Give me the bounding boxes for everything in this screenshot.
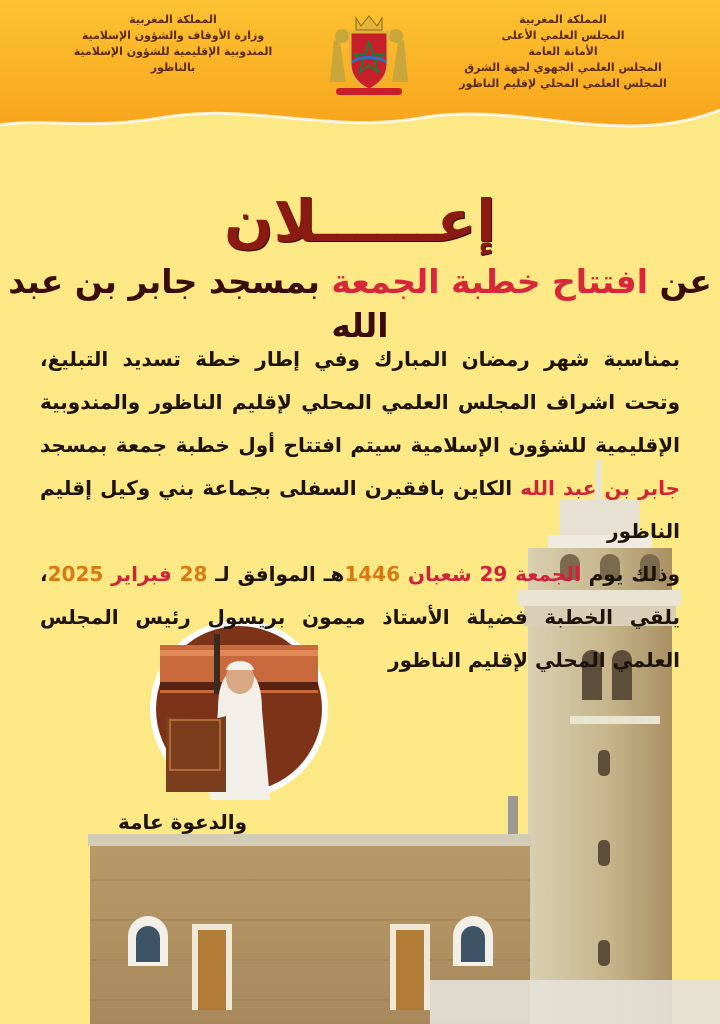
header-left-line: المملكة المغربية (129, 13, 217, 26)
gregorian-month: فبراير (111, 562, 172, 586)
header-left-line: بالناظور (150, 61, 196, 74)
subtitle-part: بمسجد جابر بن عبد الله (8, 262, 389, 345)
friday-date-hijri: الجمعة 29 شعبان (407, 562, 581, 586)
body-text: ، يلقي الخطبة فضيلة الأستاذ ميمون بريسول رئيس المجلس العلمي المحلي لإقليم الناظور (40, 562, 680, 672)
header-right-line: المجلس العلمي الأعلى (501, 29, 625, 42)
header-left-institutions (48, 12, 298, 76)
body-text: هـ الموافق لـ (215, 562, 345, 586)
body-text: بمناسبة شهر رمضان المبارك وفي إطار خطة تسديد التبليغ، وتحت اشراف المجلس العلمي المحلي لإقليم الناظور والمندوبية الإقليمية للشؤون الإسلامية سيتم افتتاح أول خطبة جمعة بمسجد (40, 347, 680, 457)
header-right-line: المملكة المغربية (519, 13, 607, 26)
moroccan-coat-of-arms-icon (326, 12, 412, 98)
subtitle-highlight: افتتاح خطبة الجمعة (331, 262, 649, 301)
header-left-line: وزارة الأوقاف والشؤون الإسلامية (81, 29, 265, 42)
body-text: الكاين بافقيرن السفلى بجماعة بني وكيل إقليم الناظور (40, 476, 680, 543)
hijri-year: 1446 (344, 562, 400, 586)
header-right-institutions (448, 12, 678, 92)
mosque-name: جابر بن عبد الله (520, 476, 681, 500)
signoff: والدعوة عامة (118, 810, 248, 834)
announcement-subtitle (0, 260, 720, 348)
header-right-line: الأمانة العامة (528, 45, 598, 58)
body-text: وذلك يوم (588, 562, 681, 586)
header-band (0, 0, 720, 160)
header-left-line: المندوبية الإقليمية للشؤون الإسلامية (73, 45, 273, 58)
announcement-body (40, 338, 680, 682)
announcement-title: إعــــــلان (224, 187, 496, 255)
gregorian-year: 2025 (47, 562, 104, 586)
subtitle-part: عن (659, 262, 712, 301)
header-right-line: المجلس العلمي المحلي لإقليم الناظور (459, 77, 667, 90)
header-right-line: المجلس العلمي الجهوي لجهة الشرق (464, 61, 662, 74)
gregorian-day: 28 (179, 562, 208, 586)
